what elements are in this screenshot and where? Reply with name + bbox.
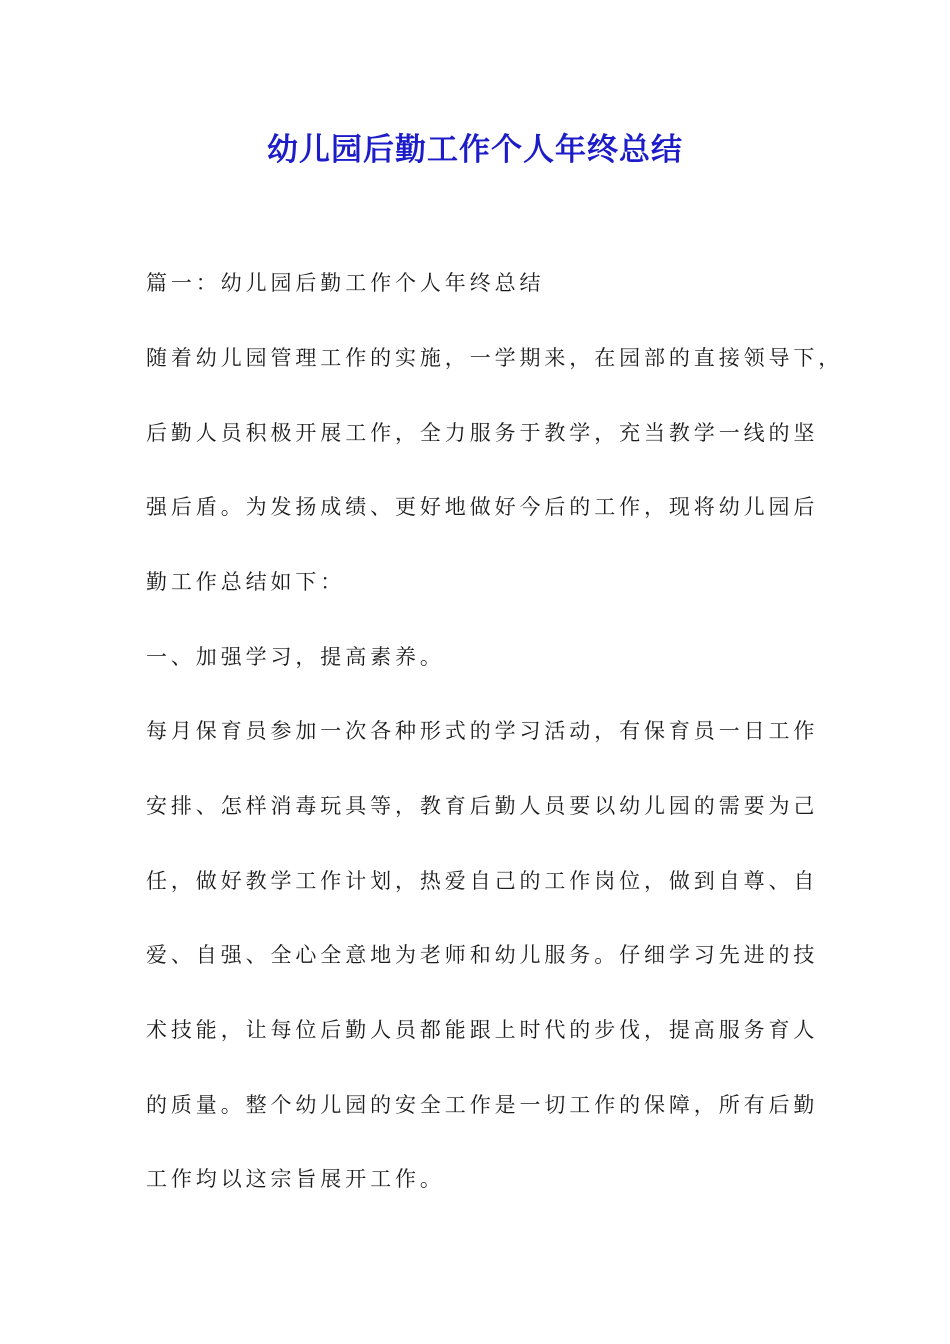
paragraph-line: 术技能，让每位后勤人员都能跟上时代的步伐，提高服务育人 [146, 1018, 819, 1042]
paragraph-line: 的质量。整个幼儿园的安全工作是一切工作的保障，所有后勤 [146, 1093, 819, 1117]
paragraph-line: 随着幼儿园管理工作的实施，一学期来，在园部的直接领导下， [146, 346, 844, 370]
paragraph-line: 强后盾。为发扬成绩、更好地做好今后的工作，现将幼儿园后 [146, 495, 819, 519]
paragraph-line: 任，做好教学工作计划，热爱自己的工作岗位，做到自尊、自 [146, 869, 819, 893]
paragraph-line: 每月保育员参加一次各种形式的学习活动，有保育员一日工作 [146, 719, 819, 743]
paragraph-line: 勤工作总结如下： [146, 570, 346, 594]
paragraph-line: 工作均以这宗旨展开工作。 [146, 1167, 445, 1191]
paragraph-line: 安排、怎样消毒玩具等，教育后勤人员要以幼儿园的需要为己 [146, 794, 819, 818]
paragraph-line: 后勤人员积极开展工作，全力服务于教学，充当教学一线的坚 [146, 421, 819, 445]
section-heading: 篇一：幼儿园后勤工作个人年终总结 [146, 271, 545, 295]
paragraph-line: 爱、自强、全心全意地为老师和幼儿服务。仔细学习先进的技 [146, 943, 819, 967]
subsection-heading: 一、加强学习，提高素养。 [146, 645, 445, 669]
document-title: 幼儿园后勤工作个人年终总结 [267, 132, 683, 168]
